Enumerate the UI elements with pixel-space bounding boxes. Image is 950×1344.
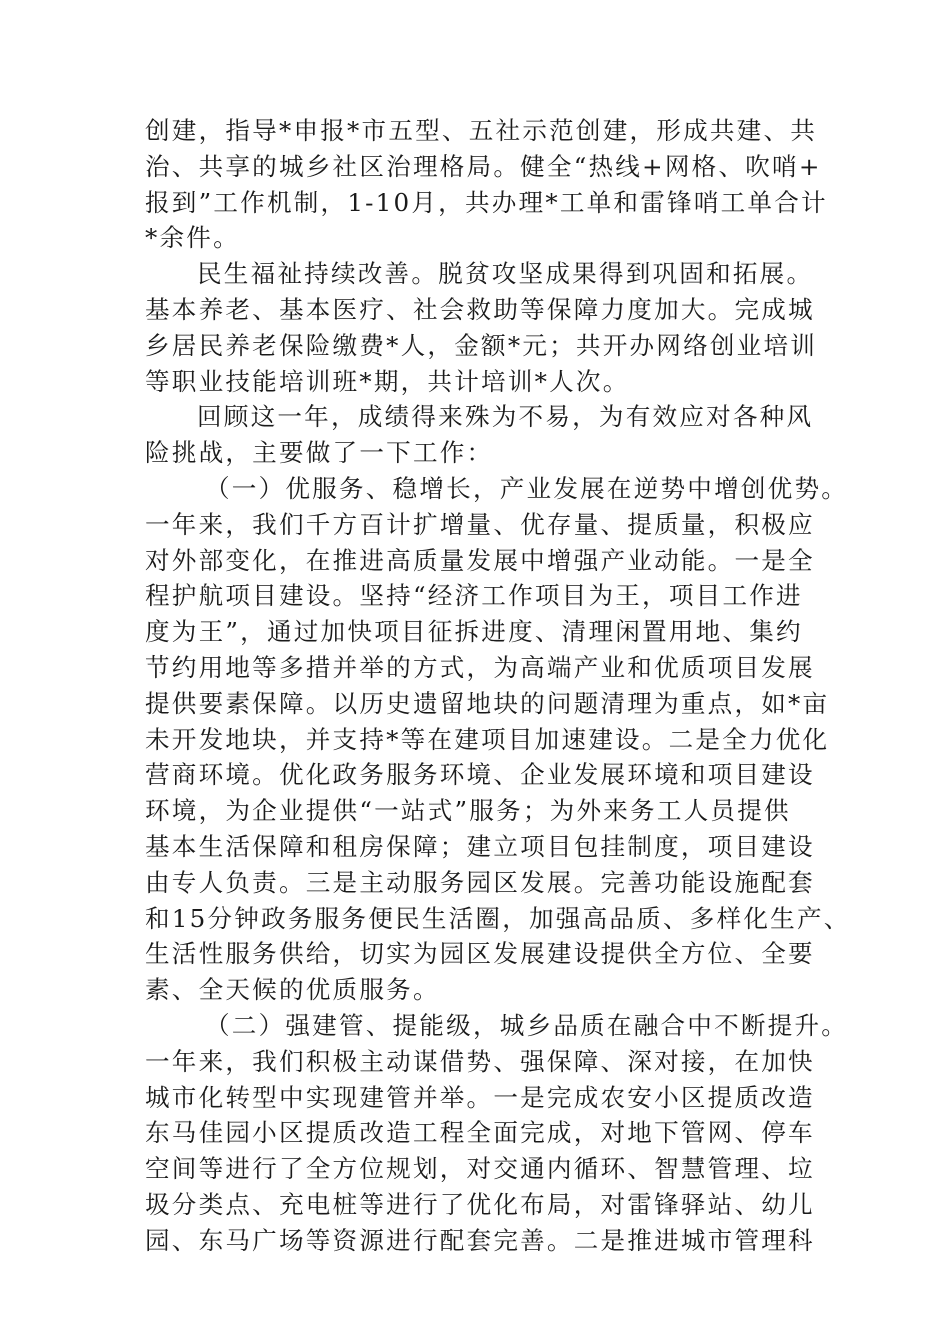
text-line: （一）优服务、稳增长，产业发展在逆势中增创优势。 bbox=[205, 473, 849, 503]
text-line: 程护航项目建设。坚持“经济工作项目为王，项目工作进 bbox=[145, 581, 803, 611]
text-line: 提供要素保障。以历史遗留地块的问题清理为重点，如*亩 bbox=[145, 688, 830, 718]
text-line: 素、全天候的优质服务。 bbox=[145, 975, 440, 1005]
text-line: 由专人负责。三是主动服务园区发展。完善功能设施配套 bbox=[145, 867, 815, 897]
text-line: 城市化转型中实现建管并举。一是完成农安小区提质改造 bbox=[145, 1082, 815, 1112]
text-line: 对外部变化，在推进高质量发展中增强产业动能。一是全 bbox=[145, 545, 815, 575]
text-line: 基本生活保障和租房保障；建立项目包挂制度，项目建设 bbox=[145, 831, 815, 861]
text-line: 空间等进行了全方位规划，对交通内循环、智慧管理、垃 bbox=[145, 1154, 815, 1184]
text-line: 一年来，我们积极主动谋借势、强保障、深对接，在加快 bbox=[145, 1046, 815, 1076]
text-line: 等职业技能培训班*期，共计培训*人次。 bbox=[145, 366, 630, 396]
text-line: 圾分类点、充电桩等进行了优化布局，对雷锋驿站、幼儿 bbox=[145, 1189, 815, 1219]
text-line: 度为王”，通过加快项目征拆进度、清理闲置用地、集约 bbox=[145, 617, 803, 647]
text-line: 环境，为企业提供“一站式”服务；为外来务工人员提供 bbox=[145, 796, 791, 826]
text-line: 园、东马广场等资源进行配套完善。二是推进城市管理科 bbox=[145, 1225, 815, 1255]
text-line: （二）强建管、提能级，城乡品质在融合中不断提升。 bbox=[205, 1010, 849, 1040]
text-line: 一年来，我们千方百计扩增量、优存量、提质量，积极应 bbox=[145, 509, 815, 539]
text-line: *余件。 bbox=[145, 223, 240, 253]
text-line: 生活性服务供给，切实为园区发展建设提供全方位、全要 bbox=[145, 939, 815, 969]
text-line: 回顾这一年，成绩得来殊为不易，为有效应对各种风 bbox=[197, 402, 814, 432]
text-line: 节约用地等多措并举的方式，为高端产业和优质项目发展 bbox=[145, 652, 815, 682]
text-line: 民生福祉持续改善。脱贫攻坚成果得到巩固和拓展。 bbox=[197, 259, 814, 289]
text-line: 未开发地块，并支持*等在建项目加速建设。二是全力优化 bbox=[145, 724, 830, 754]
text-line: 乡居民养老保险缴费*人，金额*元；共开办网络创业培训 bbox=[145, 330, 818, 360]
document-page bbox=[145, 113, 851, 1259]
text-line: 创建，指导*申报*市五型、五社示范创建，形成共建、共 bbox=[145, 116, 818, 145]
text-line: 治、共享的城乡社区治理格局。健全“热线+网格、吹哨+ bbox=[145, 151, 822, 181]
text-line: 营商环境。优化政务服务环境、企业发展环境和项目建设 bbox=[145, 760, 815, 790]
text-line: 和15分钟政务服务便民生活圈，加强高品质、多样化生产、 bbox=[145, 903, 851, 933]
text-line: 基本养老、基本医疗、社会救助等保障力度加大。完成城 bbox=[145, 294, 815, 324]
text-line: 险挑战，主要做了一下工作： bbox=[145, 438, 494, 468]
text-line: 东马佳园小区提质改造工程全面完成，对地下管网、停车 bbox=[145, 1118, 815, 1148]
text-line: 报到”工作机制，1-10月，共办理*工单和雷锋哨工单合计 bbox=[145, 187, 828, 217]
